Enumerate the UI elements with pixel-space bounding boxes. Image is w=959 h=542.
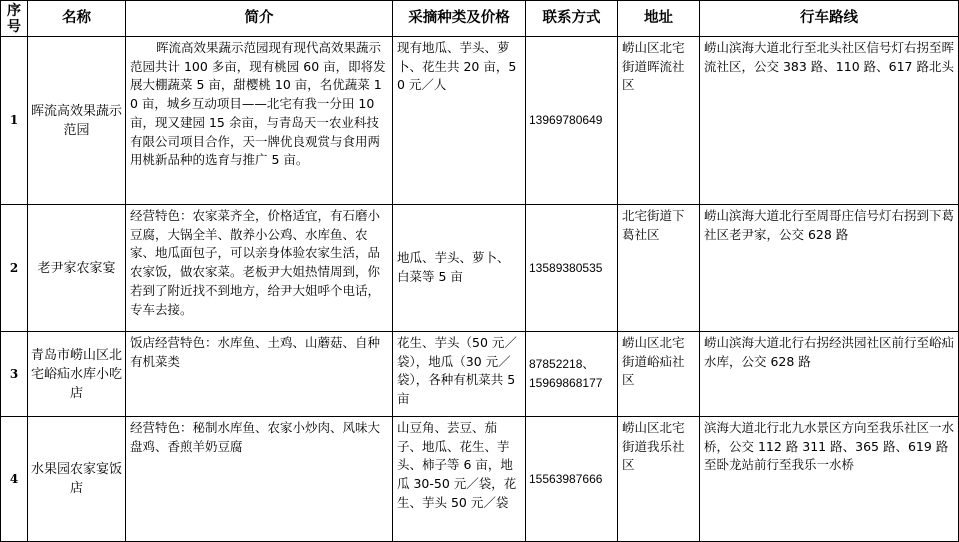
row-route: 滨海大道北行北九水景区方向至我乐社区一水桥，公交 112 路 311 路、365 路、619 路至卧龙站前行至我乐一水桥 [700,417,959,542]
header-route: 行车路线 [700,1,959,37]
row-contact: 13969780649 [526,37,618,205]
row-contact: 15563987666 [526,417,618,542]
row-name: 水果园农家宴饭店 [28,417,126,542]
row-address: 北宅街道下葛社区 [618,205,700,332]
row-intro-text: 晖流高效果蔬示范园现有现代高效果蔬示范园共计 100 多亩，现有桃园 60 亩，即将发展大棚蔬菜 5 亩，甜樱桃 10 亩，名优蔬菜 10 亩，城乡互动项目——北宅有我一分田 10 亩，现又建园 15 余亩，与青岛天一农业科技有限公司项目合作，天一牌优良观赏与食用两用桃新品种的选育与推广 5 亩。 [130,40,386,168]
header-row [1,1,959,37]
row-intro [126,37,393,205]
row-picking: 花生、芋头（50 元／袋），地瓜（30 元／袋），各种有机菜共 5 亩 [393,332,526,417]
row-intro: 饭店经营特色：水库鱼、土鸡、山蘑菇、自种有机菜类 [126,332,393,417]
table-row [1,332,959,417]
header-name: 名称 [28,1,126,37]
row-picking: 现有地瓜、芋头、萝卜、花生共 20 亩，50 元／人 [393,37,526,205]
header-picking: 采摘种类及价格 [393,1,526,37]
header-intro: 简介 [126,1,393,37]
header-index: 序号 [1,1,28,37]
header-address: 地址 [618,1,700,37]
row-index: 1 [1,37,28,205]
row-name: 晖流高效果蔬示范园 [28,37,126,205]
row-address: 崂山区北宅街道我乐社区 [618,417,700,542]
row-route: 崂山滨海大道北行右拐经洪园社区前行至峪疝水库，公交 628 路 [700,332,959,417]
row-intro: 经营特色：秘制水库鱼、农家小炒肉、风味大盘鸡、香煎羊奶豆腐 [126,417,393,542]
table-row [1,417,959,542]
header-contact: 联系方式 [526,1,618,37]
row-address: 崂山区北宅街道晖流社区 [618,37,700,205]
row-index: 2 [1,205,28,332]
row-index: 4 [1,417,28,542]
row-name: 青岛市崂山区北宅峪疝水库小吃店 [28,332,126,417]
table-row [1,37,959,205]
row-address: 崂山区北宅街道峪疝社区 [618,332,700,417]
row-name: 老尹家农家宴 [28,205,126,332]
row-intro: 经营特色：农家菜齐全，价格适宜，有石磨小豆腐，大锅全羊、散养小公鸡、水库鱼、农家、地瓜面包子，可以亲身体验农家生活，品农家饭，做农家菜。老板尹大姐热情周到，你若到了附近找不到地方，给尹大姐呼个电话，专车去接。 [126,205,393,332]
row-route: 崂山滨海大道北行至北头社区信号灯右拐至晖流社区，公交 383 路、110 路、617 路北头 [700,37,959,205]
row-picking: 地瓜、芋头、萝卜、白菜等 5 亩 [393,205,526,332]
row-picking: 山豆角、芸豆、茄子、地瓜、花生、芋头、柿子等 6 亩，地瓜 30-50 元／袋，花生、芋头 50 元／袋 [393,417,526,542]
table-row [1,205,959,332]
row-contact: 87852218、 15969868177 [526,332,618,417]
row-contact: 13589380535 [526,205,618,332]
row-route: 崂山滨海大道北行至周哥庄信号灯右拐到下葛社区老尹家，公交 628 路 [700,205,959,332]
row-index: 3 [1,332,28,417]
